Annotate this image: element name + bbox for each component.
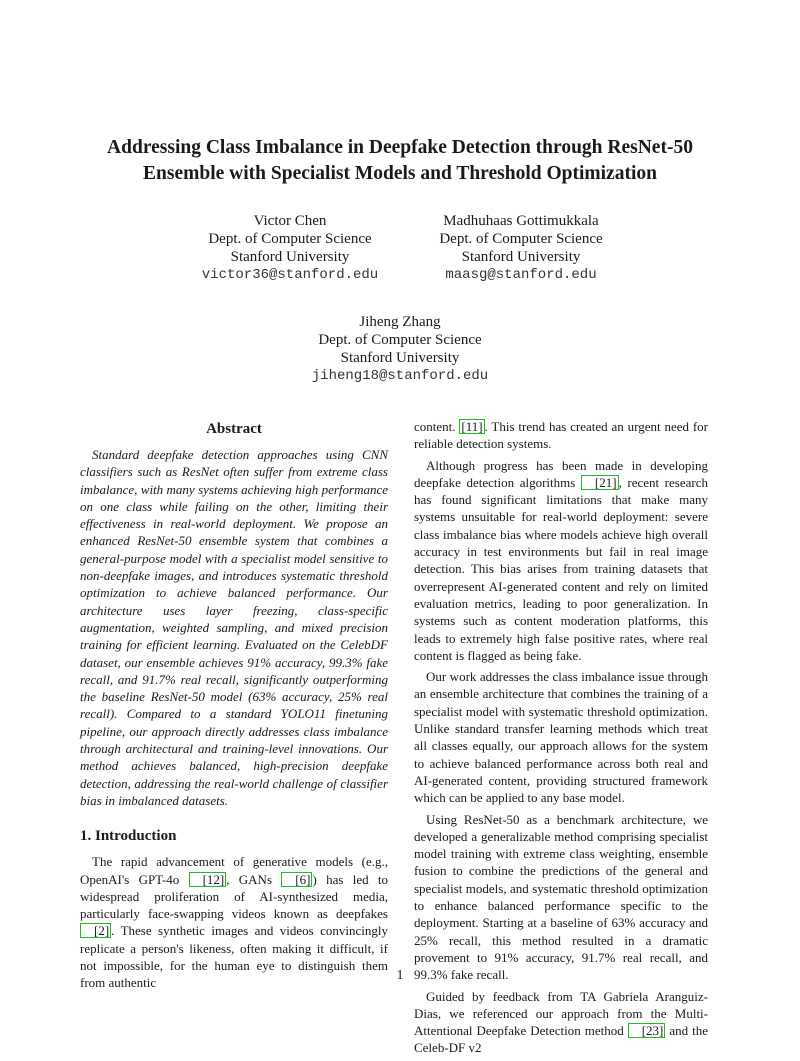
text-span: ) has led to widespread proliferation of AI-synthesized media, particularly face-swapping videos known as deepfakes (80, 871, 388, 922)
abstract-text: Standard deepfake detection approaches using CNN classifiers such as ResNet often suffer from extreme class imbalance, with many systems achieving high performance on one class while failing on the other, limiting their effectiveness in real-world deployment. We propose an enhanced ResNet-50 ensemble system that combines a general-purpose model with a specialist model sensitive to non-deepfake images, and introduces systematic threshold optimization to achieve balanced performance. Our architecture uses layer freezing, class-specific augmentation, weighted sampling, and mixed precision training for efficient learning. Evaluated on the CelebDF dataset, our ensemble achieves 91% accuracy, 99.3% fake recall, and 91.7% real recall, significantly outperforming the baseline ResNet-50 model (63% accuracy, 25% real recall). Compared to a standard YOLO11 finetuning pipeline, our approach directly addresses class imbalance through architectural and training-level innovations. Our method achieves balanced, high-precision deepfake detection, addressing the real-world challenge of classifier bias in imbalanced datasets. (80, 447, 388, 808)
author-dept: Dept. of Computer Science (208, 231, 372, 247)
author-name: Jiheng Zhang (359, 314, 441, 330)
author-name: Victor Chen (253, 213, 327, 229)
citation-link[interactable]: [6] (281, 872, 312, 887)
left-column (80, 420, 388, 996)
intro-heading: 1. Introduction (80, 828, 177, 845)
citation-link[interactable]: [2] (80, 923, 111, 938)
intro-paragraph-5 (414, 988, 708, 1057)
text-span: and the Celeb-DF v2 (414, 1023, 708, 1056)
right-column (414, 418, 708, 1061)
author-name: Madhuhaas Gottimukkala (443, 213, 599, 229)
text-span: . These synthetic images and videos convincingly replicate a person's likeness, often making it difficult, if not impossible, for the human eye to distinguish them from authentic (80, 923, 388, 991)
citation-link[interactable]: [23] (628, 1023, 666, 1038)
text-span: content. (414, 419, 460, 434)
author-block-2 (405, 212, 637, 284)
title-line-1: Addressing Class Imbalance in Deepfake Detection through ResNet-50 (107, 137, 693, 158)
text-span: Although progress has been made in developing deepfake detection algorithms (414, 457, 708, 490)
text-span: , GANs (226, 871, 282, 887)
author-univ: Stanford University (230, 249, 350, 265)
author-dept: Dept. of Computer Science (439, 231, 603, 247)
abstract-heading: Abstract (206, 421, 262, 437)
page-number: 1 (396, 968, 404, 983)
intro-paragraph-continued (414, 418, 708, 453)
intro-paragraph-4: Using ResNet-50 as a benchmark architecture, we developed a generalizable method comprising specialist model training with extreme class weighting, ensemble fusion to combine the predictions of the general and specialist models, and systematic threshold optimization to enhance balanced performance specific to the deployment. Starting at a baseline of 63% accuracy and 25% recall, this method resulted in a dramatic provement to 91% accuracy, 91.7% real recall, and 99.3% fake recall. (414, 811, 708, 983)
paper-title (80, 135, 720, 187)
author-dept: Dept. of Computer Science (318, 332, 482, 348)
author-email[interactable]: jiheng18@stanford.edu (311, 368, 489, 384)
text-span: . This trend has created an urgent need for reliable detection systems. (414, 419, 709, 452)
text-span: Guided by feedback from TA Gabriela Aranguiz-Dias, we referenced our approach from the Multi-Attentional Deepfake Detection method (414, 988, 708, 1039)
citation-link[interactable]: [21] (581, 475, 619, 490)
author-univ: Stanford University (340, 350, 460, 366)
author-block-1 (175, 212, 405, 284)
intro-paragraph-2 (414, 457, 708, 665)
author-univ: Stanford University (461, 249, 581, 265)
author-email[interactable]: victor36@stanford.edu (201, 267, 379, 283)
title-line-2: Ensemble with Specialist Models and Threshold Optimization (143, 163, 657, 184)
author-block-3 (285, 313, 515, 385)
citation-link[interactable]: [12] (189, 872, 227, 887)
text-span: , recent research has found significant limitations that make many systems unsuitable for real-world deployment: severe class imbalance bias where models achieve high overall accuracy in test environments but fail in real image detection. This bias arises from training datasets that overrepresent AI-generated content and rely on limited evaluation metrics, leading to poor generalization. In systems such as content moderation platforms, this leads to extremely high false positive rates, where real content is flagged as being fake. (414, 474, 708, 663)
intro-paragraph-3: Our work addresses the class imbalance issue through an ensemble architecture that combines the training of a specialist model with systematic threshold optimization. Unlike standard transfer learning methods which treat all classes equally, our approach allows for the system to achieve balanced performance across both real and AI-generated content, providing structured framework which can be applied to any base model. (414, 669, 708, 806)
text-span: The rapid advancement of generative models (e.g., OpenAI's GPT-4o (80, 854, 388, 887)
author-email[interactable]: maasg@stanford.edu (445, 267, 597, 283)
citation-link[interactable]: [11] (461, 419, 483, 434)
